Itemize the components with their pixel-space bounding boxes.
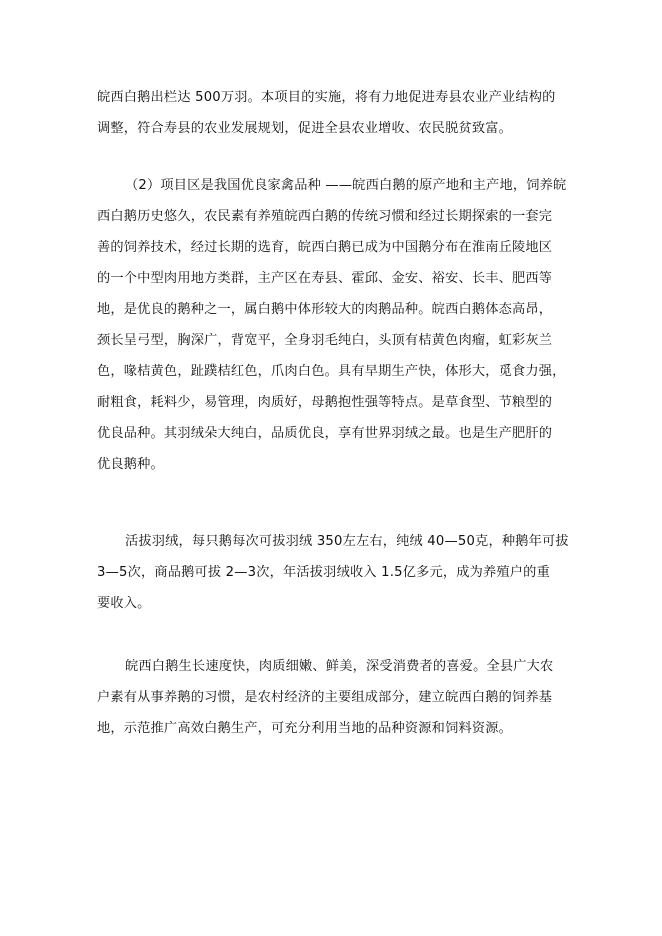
paragraph-goose-breed bbox=[97, 170, 567, 480]
text-line: 耐粗食，耗料少，易管理，肉质好，母鹅抱性强等特点。是草食型、节粮型的 bbox=[97, 395, 553, 410]
text-line: 的一个中型肉用地方类群，主产区在寿县、霍邱、金安、裕安、长丰、肥西等 bbox=[97, 271, 553, 286]
text-line: 善的饲养技术，经过长期的选育，皖西白鹅已成为中国鹅分布在淮南丘陵地区 bbox=[97, 240, 553, 255]
text-line: 3—5次，商品鹅可拔 2—3次，年活拔羽绒收入 1.5亿多元，成为养殖户的重 bbox=[97, 565, 550, 580]
text-line: 色，喙桔黄色，趾蹼桔红色，爪肉白色。具有早期生产快，体形大，觅食力强， bbox=[97, 364, 566, 379]
text-line: 皖西白鹅生长速度快，肉质细嫩、鲜美，深受消费者的喜爱。全县广大农 bbox=[125, 659, 554, 674]
text-line: 要收入。 bbox=[97, 596, 151, 611]
text-line: （2）项目区是我国优良家禽品种 ——皖西白鹅的原产地和主产地，饲养皖 bbox=[125, 178, 567, 193]
paragraph-live-plucking bbox=[97, 526, 567, 619]
text-line: 地，示范推广高效白鹅生产，可充分利用当地的品种资源和饲料资源。 bbox=[97, 721, 513, 736]
paragraph-project-benefits bbox=[97, 82, 567, 144]
text-line: 户素有从事养鹅的习惯，是农村经济的主要组成部分，建立皖西白鹅的饲养基 bbox=[97, 690, 553, 705]
text-line: 优良品种。其羽绒朵大纯白，品质优良，享有世界羽绒之最。也是生产肥肝的 bbox=[97, 426, 553, 441]
text-line: 调整，符合寿县的农业发展规划，促进全县农业增收、农民脱贫致富。 bbox=[97, 121, 513, 136]
paragraph-breeding-base bbox=[97, 651, 567, 744]
text-line: 西白鹅历史悠久，农民素有养殖皖西白鹅的传统习惯和经过长期探索的一套完 bbox=[97, 209, 553, 224]
text-line: 优良鹅种。 bbox=[97, 457, 164, 472]
text-line: 皖西白鹅出栏达 500万羽。本项目的实施，将有力地促进寿县农业产业结构的 bbox=[97, 90, 556, 105]
text-line: 地，是优良的鹅种之一，属白鹅中体形较大的肉鹅品种。皖西白鹅体态高昂， bbox=[97, 302, 553, 317]
text-line: 颈长呈弓型，胸深广，背宽平，全身羽毛纯白，头顶有桔黄色肉瘤，虹彩灰兰 bbox=[97, 333, 553, 348]
text-line: 活拔羽绒，每只鹅每次可拔羽绒 350左左右，纯绒 40—50克，种鹅年可拔 bbox=[125, 534, 569, 549]
